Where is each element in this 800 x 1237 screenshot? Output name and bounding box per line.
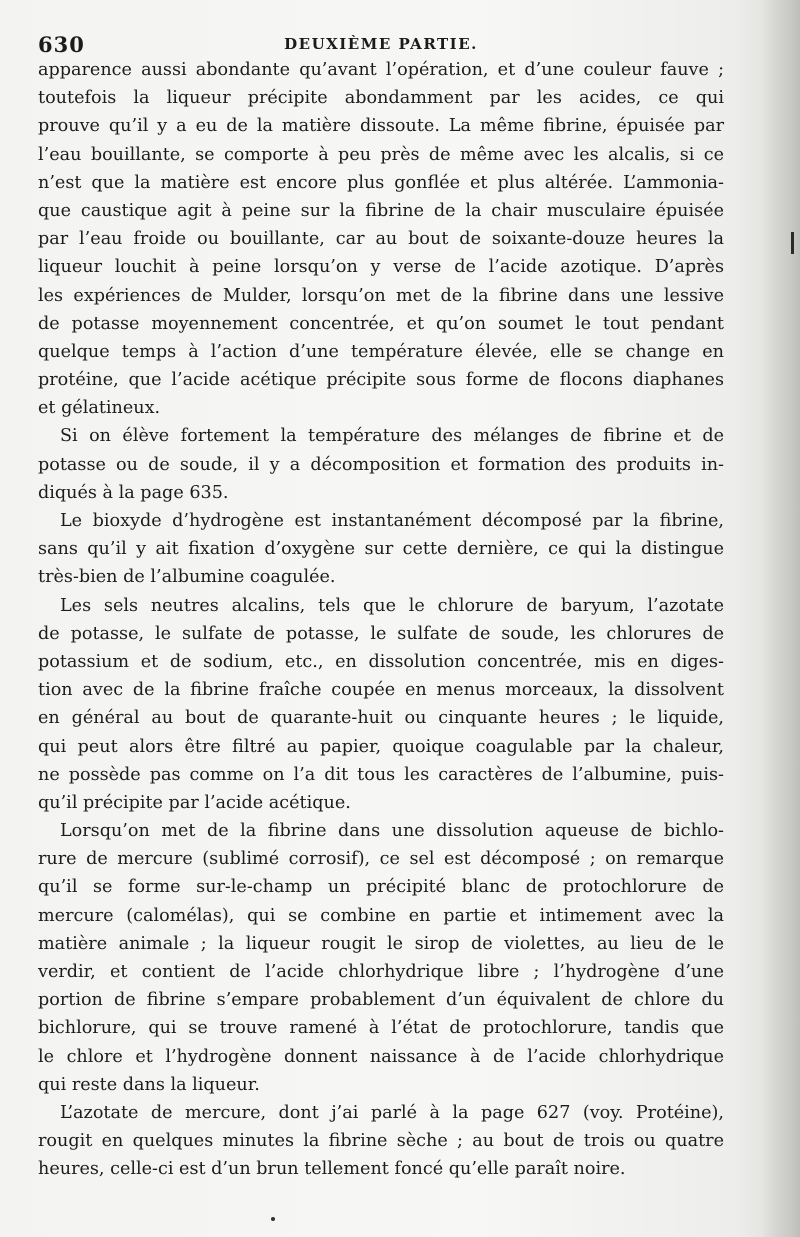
printing-mark	[271, 1217, 275, 1221]
text-line: l’eau bouillante, se comporte à peu près de même avec les alcalis, si ce	[38, 144, 724, 165]
text-line: et gélatineux.	[38, 398, 161, 419]
text-line: sans qu’il y ait fixation d’oxygène sur cette dernière, ce qui la distingue	[38, 539, 724, 560]
text-line: matière animale ; la liqueur rougit le sirop de violettes, au lieu de le	[38, 933, 724, 954]
text-line: qui peut alors être filtré au papier, quoique coagulable par la chaleur,	[38, 736, 724, 757]
text-line: Lorsqu’on met de la fibrine dans une dissolution aqueuse de bichlo-	[60, 821, 724, 842]
text-line: mercure (calomélas), qui se combine en partie et intimement avec la	[38, 905, 724, 926]
text-line: tion avec de la fibrine fraîche coupée en menus morceaux, la dissolvent	[38, 680, 724, 701]
body-text	[38, 56, 724, 1184]
text-line: en général au bout de quarante-huit ou cinquante heures ; le liquide,	[38, 708, 724, 729]
text-line: bichlorure, qui se trouve ramené à l’état de protochlorure, tandis que	[38, 1018, 724, 1039]
text-line: potassium et de sodium, etc., en dissolution concentrée, mis en diges-	[38, 651, 724, 672]
text-line: ne possède pas comme on l’a dit tous les caractères de l’albumine, puis-	[38, 764, 724, 785]
text-line: Si on élève fortement la température des mélanges de fibrine et de	[60, 426, 724, 447]
text-line: verdir, et contient de l’acide chlorhydrique libre ; l’hydrogène d’une	[38, 962, 724, 982]
text-line: de potasse moyennement concentrée, et qu’on soumet le tout pendant	[38, 313, 724, 334]
page-gutter-shadow	[762, 0, 800, 1237]
text-line: qu’il se forme sur-le-champ un précipité blanc de protochlorure de	[38, 877, 724, 898]
text-line: les expériences de Mulder, lorsqu’on met de la fibrine dans une lessive	[38, 285, 724, 306]
text-line: Le bioxyde d’hydrogène est instantanément décomposé par la fibrine,	[60, 511, 724, 531]
page-header	[38, 32, 724, 58]
text-line: heures, celle-ci est d’un brun tellement foncé qu’elle paraît noire.	[38, 1159, 626, 1180]
text-line: potasse ou de soude, il y a décomposition et formation des produits in-	[38, 454, 724, 475]
text-line: rougit en quelques minutes la fibrine sèche ; au bout de trois ou quatre	[38, 1131, 724, 1152]
text-line: prouve qu’il y a eu de la matière dissoute. La même fibrine, épuisée par	[38, 116, 724, 137]
text-line: par l’eau froide ou bouillante, car au bout de soixante-douze heures la	[38, 229, 724, 250]
text-line: n’est que la matière est encore plus gonflée et plus altérée. L’ammonia-	[38, 172, 724, 193]
text-line: rure de mercure (sublimé corrosif), ce sel est décomposé ; on remarque	[38, 849, 724, 870]
text-line: apparence aussi abondante qu’avant l’opération, et d’une couleur fauve ;	[38, 60, 724, 80]
text-line: Les sels neutres alcalins, tels que le chlorure de baryum, l’azotate	[60, 595, 724, 616]
text-line: qui reste dans la liqueur.	[38, 1074, 260, 1095]
edge-mark	[791, 232, 794, 254]
text-line: de potasse, le sulfate de potasse, le sulfate de soude, les chlorures de	[38, 623, 724, 644]
text-line: très-bien de l’albumine coagulée.	[38, 567, 336, 588]
text-line: toutefois la liqueur précipite abondamment par les acides, ce qui	[38, 88, 724, 109]
text-line: L’azotate de mercure, dont j’ai parlé à la page 627 (voy. Protéine),	[60, 1102, 724, 1123]
text-line: liqueur louchit à peine lorsqu’on y verse de l’acide azotique. D’après	[38, 257, 724, 278]
text-line: qu’il précipite par l’acide acétique.	[38, 792, 351, 813]
text-line: protéine, que l’acide acétique précipite sous forme de flocons diaphanes	[38, 370, 724, 391]
text-line: que caustique agit à peine sur la fibrine de la chair musculaire épuisée	[38, 200, 724, 221]
running-title: DEUXIÈME PARTIE.	[284, 35, 478, 53]
page-number: 630	[38, 32, 85, 57]
text-line: le chlore et l’hydrogène donnent naissance à de l’acide chlorhydrique	[38, 1046, 724, 1067]
text-line: quelque temps à l’action d’une température élevée, elle se change en	[38, 341, 724, 362]
text-line: portion de fibrine s’empare probablement d’un équivalent de chlore du	[38, 990, 724, 1011]
text-line: diqués à la page 635.	[38, 482, 229, 503]
